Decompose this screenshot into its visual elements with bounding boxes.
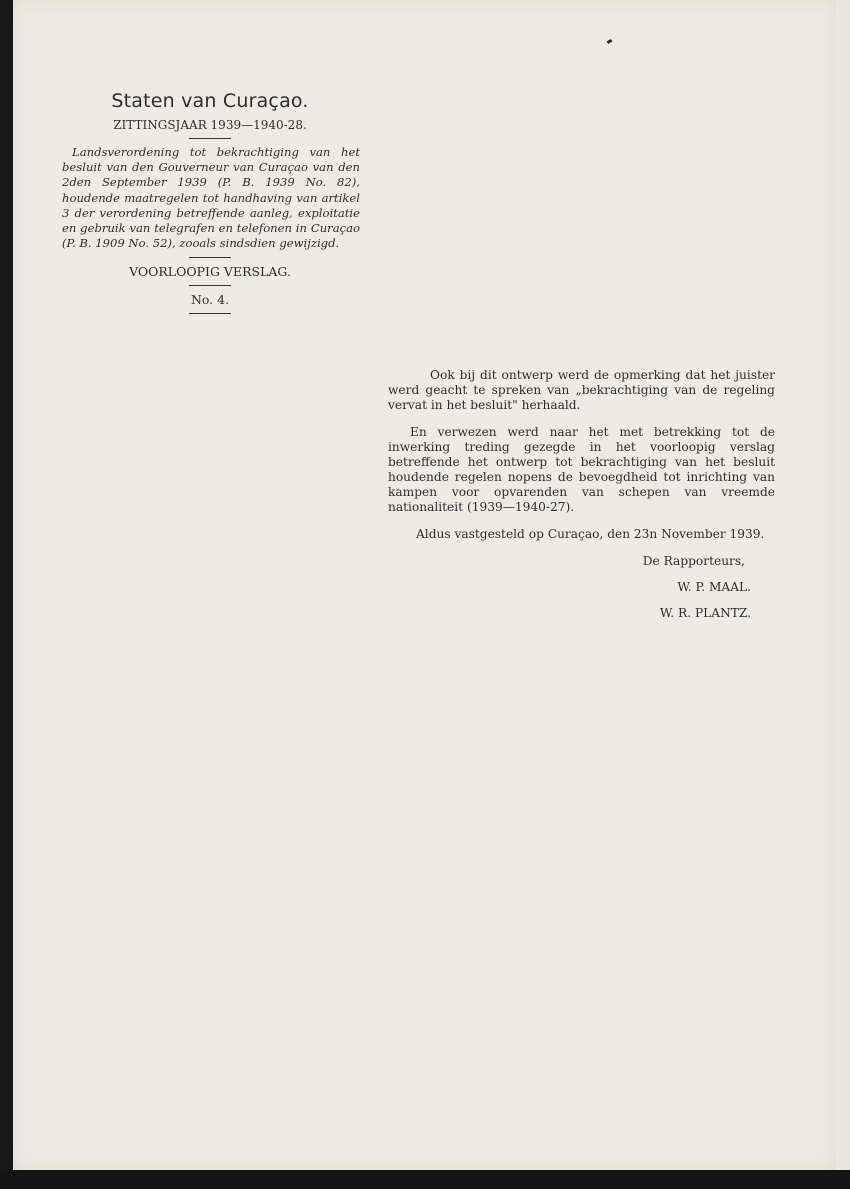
scan-border [0,1170,850,1189]
page-edge [836,0,850,1189]
signature-name: W. P. MAAL. [677,580,751,594]
divider [189,313,231,314]
report-type: VOORLOOPIG VERSLAG. [129,264,291,280]
report-number: No. 4. [190,292,230,308]
divider [189,257,231,258]
divider [189,138,231,139]
document-header [60,90,360,320]
divider [189,285,231,286]
signature-name: W. R. PLANTZ. [659,606,751,620]
page-title: Staten van Curaçao. [111,90,309,112]
signatures-heading: De Rapporteurs, [642,554,745,568]
closing-line: Aldus vastgesteld op Curaçao, den 23n November 1939. [416,527,765,541]
body-paragraph-2: En verwezen werd naar het met betrekking tot de inwerking treding gezegde in het voorloopig verslag betreffende het ontwerp tot bekrachtiging van het besluit houdende regelen nopens de bevoegdheid tot inrichting van kampen voor opvarenden van schepen van vreemde nationaliteit (1939—1940-27). [388,425,775,514]
session-year: ZITTINGSJAAR 1939—1940-28. [113,118,307,132]
body-paragraph-1: Ook bij dit ontwerp werd de opmerking dat het juister werd geacht te spreken van „bekrachtiging van de regeling vervat in het besluit" herhaald. [388,368,775,412]
report-body [388,368,775,621]
bill-description: Landsverordening tot bekrachtiging van het besluit van den Gouverneur van Curaçao van den 2den September 1939 (P. B. 1939 No. 82), houdende maatregelen tot handhaving van artikel 3 der verordening betreffende aanleg, exploitatie en gebruik van telegrafen en telefonen in Curaçao (P. B. 1909 No. 52), zooals sindsdien gewijzigd. [62,145,360,251]
